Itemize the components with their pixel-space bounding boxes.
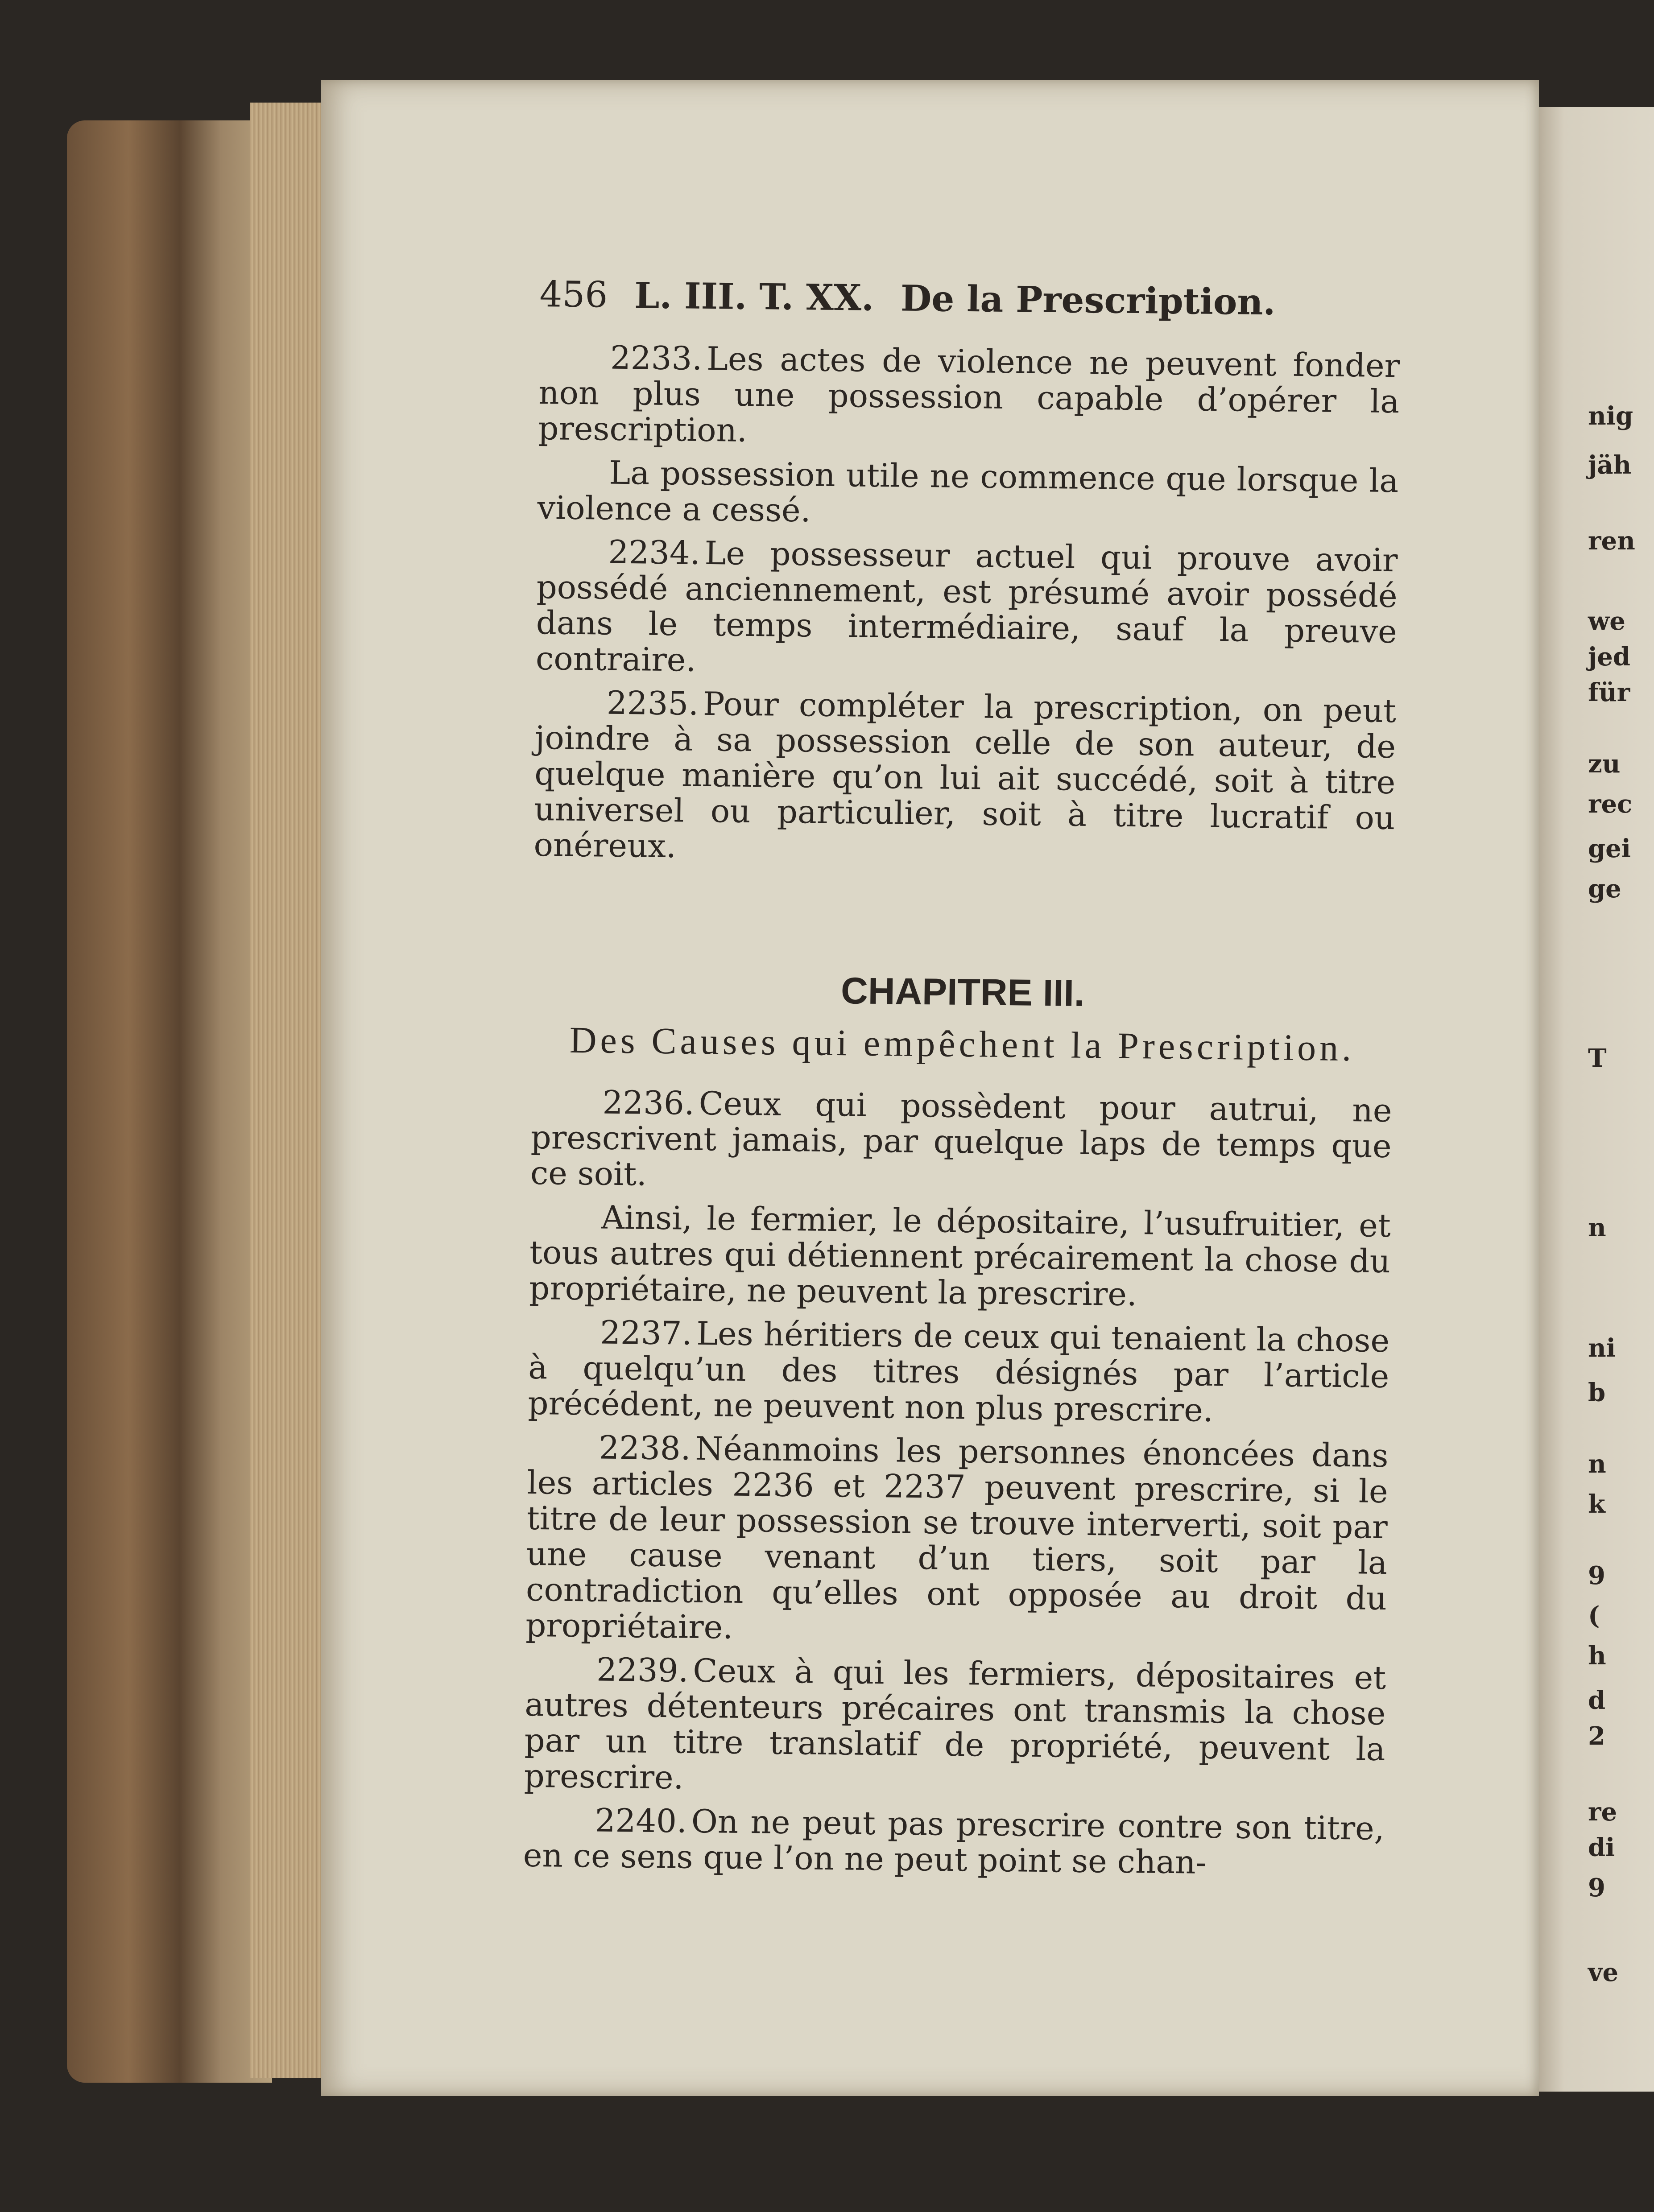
article-number: 2233.: [610, 338, 703, 377]
article-text: Ceux à qui les fermiers, dépositaires et autres détenteurs précaires ont transmis la chose par un titre translatif de propriété, peuvent la prescrire.: [524, 1651, 1386, 1796]
facing-page-fragment: re: [1588, 1797, 1617, 1827]
chapter-subtitle: Des Causes qui empêchent la Prescription.: [569, 1019, 1355, 1069]
article-text: Néanmoins les personnes énoncées dans les articles 2236 et 2237 peuvent prescrire, si le titre de leur possession se trouve interverti, soit par une cause venant d’un tiers, soit par la contradiction qu’elles ont opposée au droit du propriétaire.: [525, 1429, 1389, 1646]
facing-page-fragment: 2: [1588, 1721, 1605, 1751]
article-paragraph: [537, 454, 1399, 534]
article-number: 2237.: [600, 1313, 692, 1352]
article-text: Les actes de violence ne peuvent fonder non plus une possession capable d’opérer la prescription.: [538, 339, 1400, 449]
article-text: Le possesseur actuel qui prouve avoir possédé anciennement, est présumé avoir possédé dans le temps intermédiaire, sauf la preuve contraire.: [535, 534, 1398, 679]
article-number: 2234.: [608, 533, 701, 572]
facing-page-fragment: we: [1588, 607, 1625, 636]
facing-page-fragment: k: [1588, 1490, 1605, 1519]
facing-page-fragment: T: [1588, 1044, 1607, 1073]
facing-page-fragment: für: [1588, 678, 1630, 707]
article-text: Ceux qui possèdent pour autrui, ne prescrivent jamais, par quelque laps de temps que ce soit.: [530, 1084, 1392, 1193]
articles-after: [523, 1084, 1392, 1882]
facing-page-fragment: zu: [1588, 749, 1621, 779]
facing-page-fragment: rec: [1588, 789, 1633, 819]
book-spine: [67, 120, 272, 2083]
facing-page-fragment: 9: [1588, 1561, 1605, 1590]
book-page: [321, 80, 1539, 2096]
article-paragraph: [524, 1651, 1386, 1803]
page-content: [523, 273, 1401, 1890]
facing-page-fragment: n: [1588, 1449, 1606, 1479]
article-paragraph: [528, 1314, 1389, 1430]
article-text: On ne peut pas prescrire contre son titre, en ce sens que l’on ne peut point se chan-: [523, 1802, 1385, 1881]
article-paragraph: [525, 1429, 1389, 1652]
page-number: 456: [539, 273, 608, 316]
facing-page-fragment: gei: [1588, 834, 1631, 863]
facing-page-fragment: ni: [1588, 1333, 1616, 1363]
book-title-ref: L. III. T. XX.: [634, 274, 874, 319]
facing-page-fragment: 9: [1588, 1873, 1605, 1902]
article-text: La possession utile ne commence que lorsque la violence a cessé.: [537, 454, 1399, 529]
article-paragraph: [530, 1084, 1392, 1200]
facing-page-fragment: nig: [1588, 401, 1633, 431]
article-paragraph: [529, 1199, 1391, 1315]
article-number: 2235.: [606, 684, 699, 722]
article-paragraph: [523, 1802, 1385, 1882]
article-text: Pour compléter la prescription, on peut joindre à sa possession celle de son auteur, de quelque manière qu’on lui ait succédé, soit à titre universel ou particulier, soit à titre lucratif ou onéreux.: [533, 685, 1397, 865]
article-number: 2240.: [595, 1801, 687, 1840]
article-text: Ainsi, le fermier, le dépositaire, l’usufruitier, et tous autres qui détiennent précairement la chose du propriétaire, ne peuvent la prescrire.: [529, 1198, 1391, 1313]
running-head: [539, 273, 1401, 323]
article-number: 2239.: [596, 1651, 689, 1689]
article-paragraph: [533, 684, 1396, 871]
facing-page-fragment: (: [1588, 1601, 1600, 1630]
facing-page-fragment: d: [1588, 1686, 1606, 1715]
facing-page-fragment: jed: [1588, 642, 1631, 672]
facing-page-fragment: jäh: [1588, 450, 1632, 480]
facing-page-fragment: h: [1588, 1641, 1606, 1671]
facing-page-fragment: ren: [1588, 526, 1635, 556]
section-title: De la Prescription.: [900, 277, 1276, 323]
article-number: 2236.: [602, 1083, 695, 1122]
facing-page-fragment: di: [1588, 1833, 1615, 1862]
article-paragraph: [538, 339, 1400, 455]
chapter-title: CHAPITRE III.: [840, 970, 1085, 1014]
articles-before: [533, 339, 1400, 871]
article-text: Les héritiers de ceux qui tenaient la chose à quelqu’un des titres désignés par l’article précédent, ne peuvent non plus prescrire.: [528, 1314, 1390, 1429]
article-paragraph: [536, 533, 1398, 685]
facing-page-fragment: b: [1588, 1378, 1606, 1407]
facing-page-fragment: ge: [1588, 874, 1621, 904]
facing-page-fragment: ve: [1588, 1958, 1619, 1987]
article-number: 2238.: [599, 1428, 691, 1467]
facing-page-fragment: n: [1588, 1213, 1606, 1242]
